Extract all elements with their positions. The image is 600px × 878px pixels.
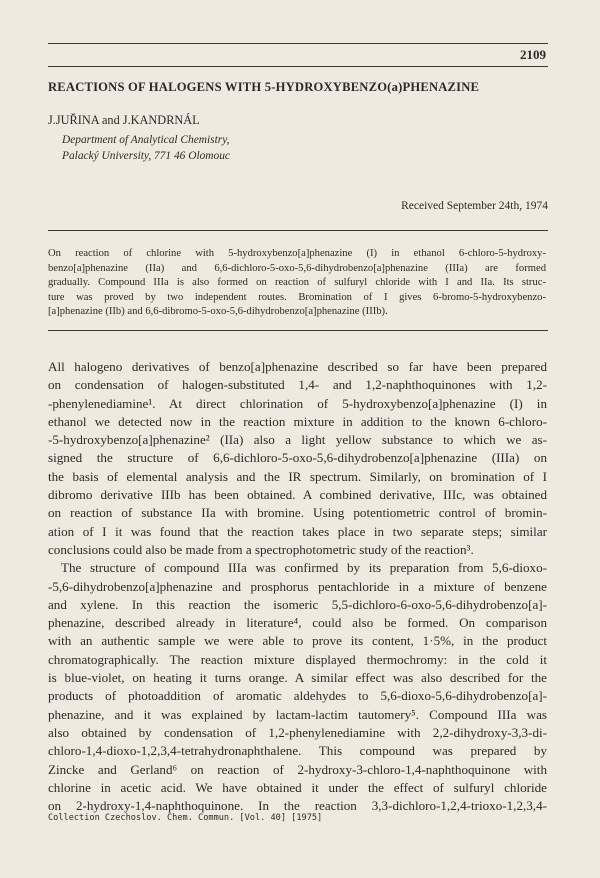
body-line: products of photoaddition of aromatic aldehydes to 5,6-dioxo-5,6-dihydrobenzo[a]- <box>48 688 547 704</box>
body-line: the basis of elemental analysis and the IR spectrum. Similarly, on bromination of I <box>48 468 547 484</box>
abstract <box>48 247 546 320</box>
body-line: Zincke and Gerland⁶ on reaction of 2-hydroxy-3-chloro-1,4-naphthoquinone with <box>48 761 547 777</box>
body-line: and xylene. In this reaction the isomeric 5,5-dichloro-6-oxo-5,6-dihydrobenzo[a]- <box>48 596 547 612</box>
body-line: -phenylenediamine¹. At direct chlorination of 5-hydroxybenzo[a]phenazine (I) in <box>48 395 547 411</box>
affiliation-department: Department of Analytical Chemistry, <box>62 134 230 146</box>
abstract-bottom-rule <box>48 330 548 331</box>
body-line: conclusions could also be made from a spectrophotometric study of the reaction³. <box>48 541 474 557</box>
footer-citation: Collection Czechoslov. Chem. Commun. [Vol. 40] [1975] <box>48 813 323 823</box>
received-date: Received September 24th, 1974 <box>401 200 548 212</box>
article-title: REACTIONS OF HALOGENS WITH 5-HYDROXYBENZO(a)PHENAZINE <box>48 80 480 94</box>
abstract-line: [a]phenazine (IIb) and 6,6-dibromo-5-oxo-5,6-dihydrobenzo[a]phenazine (IIIb). <box>48 306 388 318</box>
body-line: phenazine, and it was explained by lactam-lactim tautomery⁵. Compound IIIa was <box>48 706 547 722</box>
top-rule <box>48 43 548 44</box>
body-line: on reaction of substance IIa with bromine. Using potentiometric control of bromin- <box>48 505 547 521</box>
body-line: The structure of compound IIIa was confirmed by its preparation from 5,6-dioxo- <box>61 560 547 576</box>
abstract-line: On reaction of chlorine with 5-hydroxybenzo[a]phenazine (I) in ethanol 6-chloro-5-hydroxy- <box>48 248 546 259</box>
body-line: ation of I it was found that the reaction takes place in two separate steps; similar <box>48 523 547 539</box>
body-line: is blue-violet, on heating it turns orange. A similar effect was also described for the <box>48 670 547 686</box>
body-line: signed the structure of 6,6-dichloro-5-oxo-5,6-dihydrobenzo[a]phenazine (IIIa) on <box>48 450 547 466</box>
body-line: dibromo derivative IIIb has been obtained. A combined derivative, IIIc, was obtained <box>48 487 547 503</box>
body-text <box>48 358 547 815</box>
body-line: ethanol we detected now in the reaction mixture in addition to the known 6-chloro- <box>48 413 547 429</box>
body-line: on condensation of halogen-substituted 1,4- and 1,2-naphthoquinones with 1,2- <box>48 377 547 393</box>
body-line: -5,6-dihydrobenzo[a]phenazine and prosphorus pentachloride in a mixture of benzene <box>48 578 547 594</box>
abstract-top-rule <box>48 230 548 231</box>
body-line: chlorine in acetic acid. We have obtained it under the effect of sulfuryl chloride <box>48 779 547 795</box>
body-line: chromatographically. The reaction mixture displayed thermochromy: in the cold it <box>48 651 547 667</box>
affiliation <box>62 133 230 164</box>
body-line: with an authentic sample we were able to prove its content, 1·5%, in the product <box>48 633 547 649</box>
body-line: All halogeno derivatives of benzo[a]phenazine described so far have been prepared <box>48 359 547 374</box>
body-line: -5-hydroxybenzo[a]phenazine² (IIa) also a light yellow substance to which we as- <box>48 432 547 448</box>
abstract-line: benzo[a]phenazine (IIa) and 6,6-dichloro-5-oxo-5,6-dihydrobenzo[a]phenazine (IIIa) are formed <box>48 262 546 274</box>
body-line: on 2-hydroxy-1,4-naphthoquinone. In the reaction 3,3-dichloro-1,2,4-trioxo-1,2,3,4- <box>48 798 547 814</box>
authors: J.JUŘINA and J.KANDRNÁL <box>48 113 200 127</box>
abstract-line: gradually. Compound IIIa is also formed on reaction of sulfuryl chloride with I and IIa. Its struc- <box>48 277 546 289</box>
body-line: chloro-1,4-dioxo-1,2,3,4-tetrahydronaphthalene. This compound was prepared by <box>48 743 547 759</box>
body-line: also obtained by condensation of 1,2-phenylenediamine with 2,2-dihydroxy-3,3-di- <box>48 724 547 740</box>
body-line: phenazine, described already in literature⁴, could also be formed. On comparison <box>48 615 547 631</box>
affiliation-university: Palacký University, 771 46 Olomouc <box>62 149 230 162</box>
header-rule <box>48 66 548 67</box>
page-number: 2109 <box>520 47 546 62</box>
abstract-line: ture was proved by two independent routes. Bromination of I gives 6-bromo-5-hydroxybenzo- <box>48 291 546 303</box>
